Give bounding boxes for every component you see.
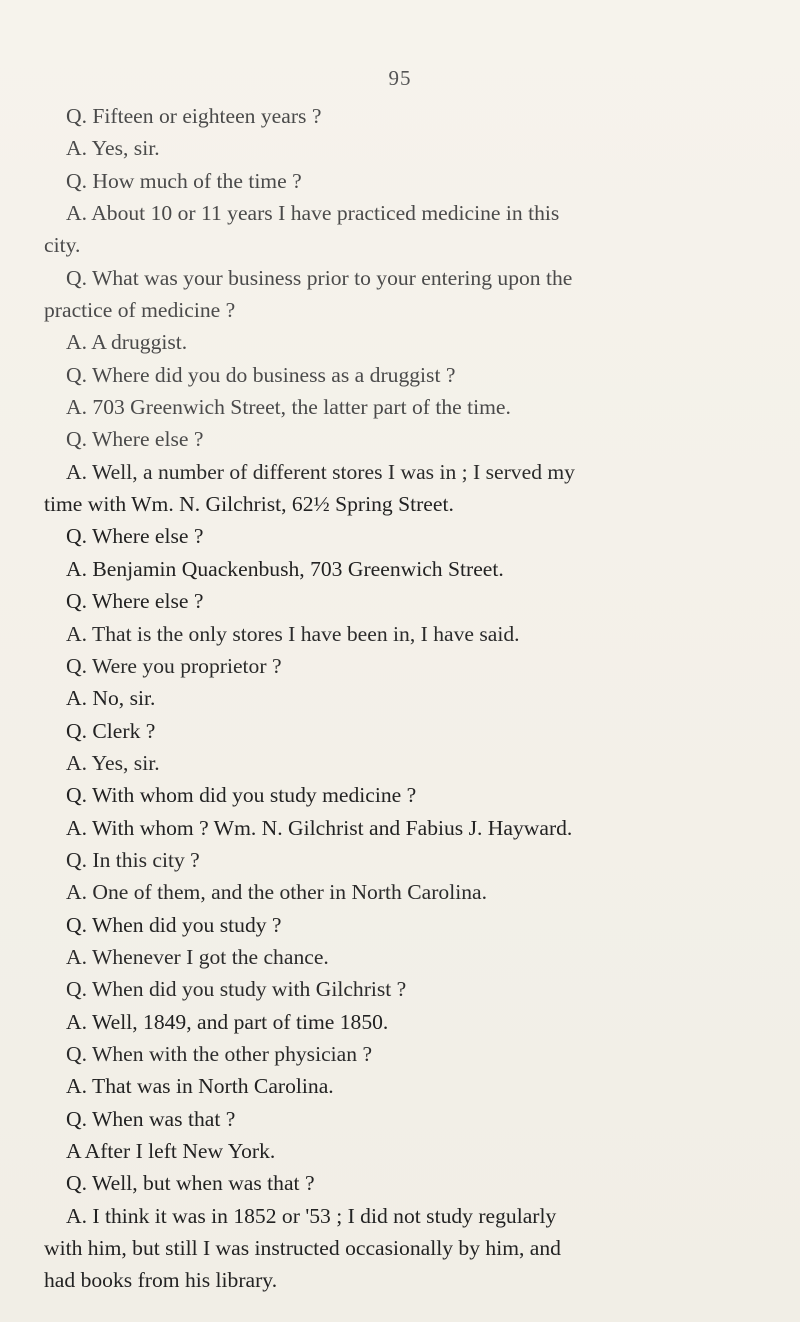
- text-line: Q. Where else ?: [66, 427, 204, 452]
- page-number: 95: [388, 66, 412, 90]
- text-line: Q. Well, but when was that ?: [66, 1171, 315, 1196]
- text-line: A. Whenever I got the chance.: [66, 944, 329, 969]
- text-line: Q. When did you study with Gilchrist ?: [66, 977, 407, 1002]
- text-line: Q. Where else ?: [66, 524, 204, 549]
- text-line: A. Well, 1849, and part of time 1850.: [66, 1009, 389, 1034]
- text-line: Q. Where else ?: [66, 589, 204, 614]
- text-line: A. One of them, and the other in North Carolina.: [66, 880, 487, 905]
- text-line: A After I left New York.: [66, 1139, 276, 1163]
- text-line: A. That was in North Carolina.: [66, 1074, 334, 1099]
- text-line: Q. How much of the time ?: [66, 168, 302, 193]
- text-line: A. With whom ? Wm. N. Gilchrist and Fabius J. Hayward.: [66, 815, 573, 840]
- text-line: practice of medicine ?: [44, 298, 236, 323]
- text-line: Q. Clerk ?: [66, 718, 156, 743]
- text-line: A. I think it was in 1852 or '53 ; I did not study regularly: [66, 1203, 557, 1228]
- text-line: Q. When with the other physician ?: [66, 1041, 373, 1066]
- text-line: A. Benjamin Quackenbush, 703 Greenwich Street.: [66, 556, 504, 581]
- text-line: with him, but still I was instructed occasionally by him, and: [44, 1236, 561, 1261]
- text-line: time with Wm. N. Gilchrist, 62½ Spring Street.: [44, 492, 454, 517]
- text-line: Q. In this city ?: [66, 847, 200, 872]
- text-line: Q. With whom did you study medicine ?: [66, 783, 417, 808]
- text-line: A. About 10 or 11 years I have practiced medicine in this: [66, 201, 560, 226]
- text-line: city.: [44, 233, 81, 258]
- testimony-text: [44, 100, 759, 1297]
- text-line: A. That is the only stores I have been in, I have said.: [66, 621, 520, 646]
- text-line: A. Well, a number of different stores I was in ; I served my: [66, 459, 575, 484]
- text-line: Q. When did you study ?: [66, 912, 282, 937]
- text-line: Q. What was your business prior to your entering upon the: [66, 265, 573, 290]
- text-line: A. Yes, sir.: [66, 136, 160, 161]
- text-line: Q. When was that ?: [66, 1106, 236, 1131]
- text-line: A. 703 Greenwich Street, the latter part of the time.: [66, 395, 511, 420]
- text-line: Q. Where did you do business as a druggist ?: [66, 362, 456, 387]
- text-line: Q. Were you proprietor ?: [66, 653, 282, 678]
- text-line: A. No, sir.: [66, 686, 156, 711]
- text-line: had books from his library.: [44, 1268, 278, 1293]
- text-line: Q. Fifteen or eighteen years ?: [66, 104, 322, 128]
- text-line: A. A druggist.: [66, 330, 188, 355]
- text-line: A. Yes, sir.: [66, 750, 160, 775]
